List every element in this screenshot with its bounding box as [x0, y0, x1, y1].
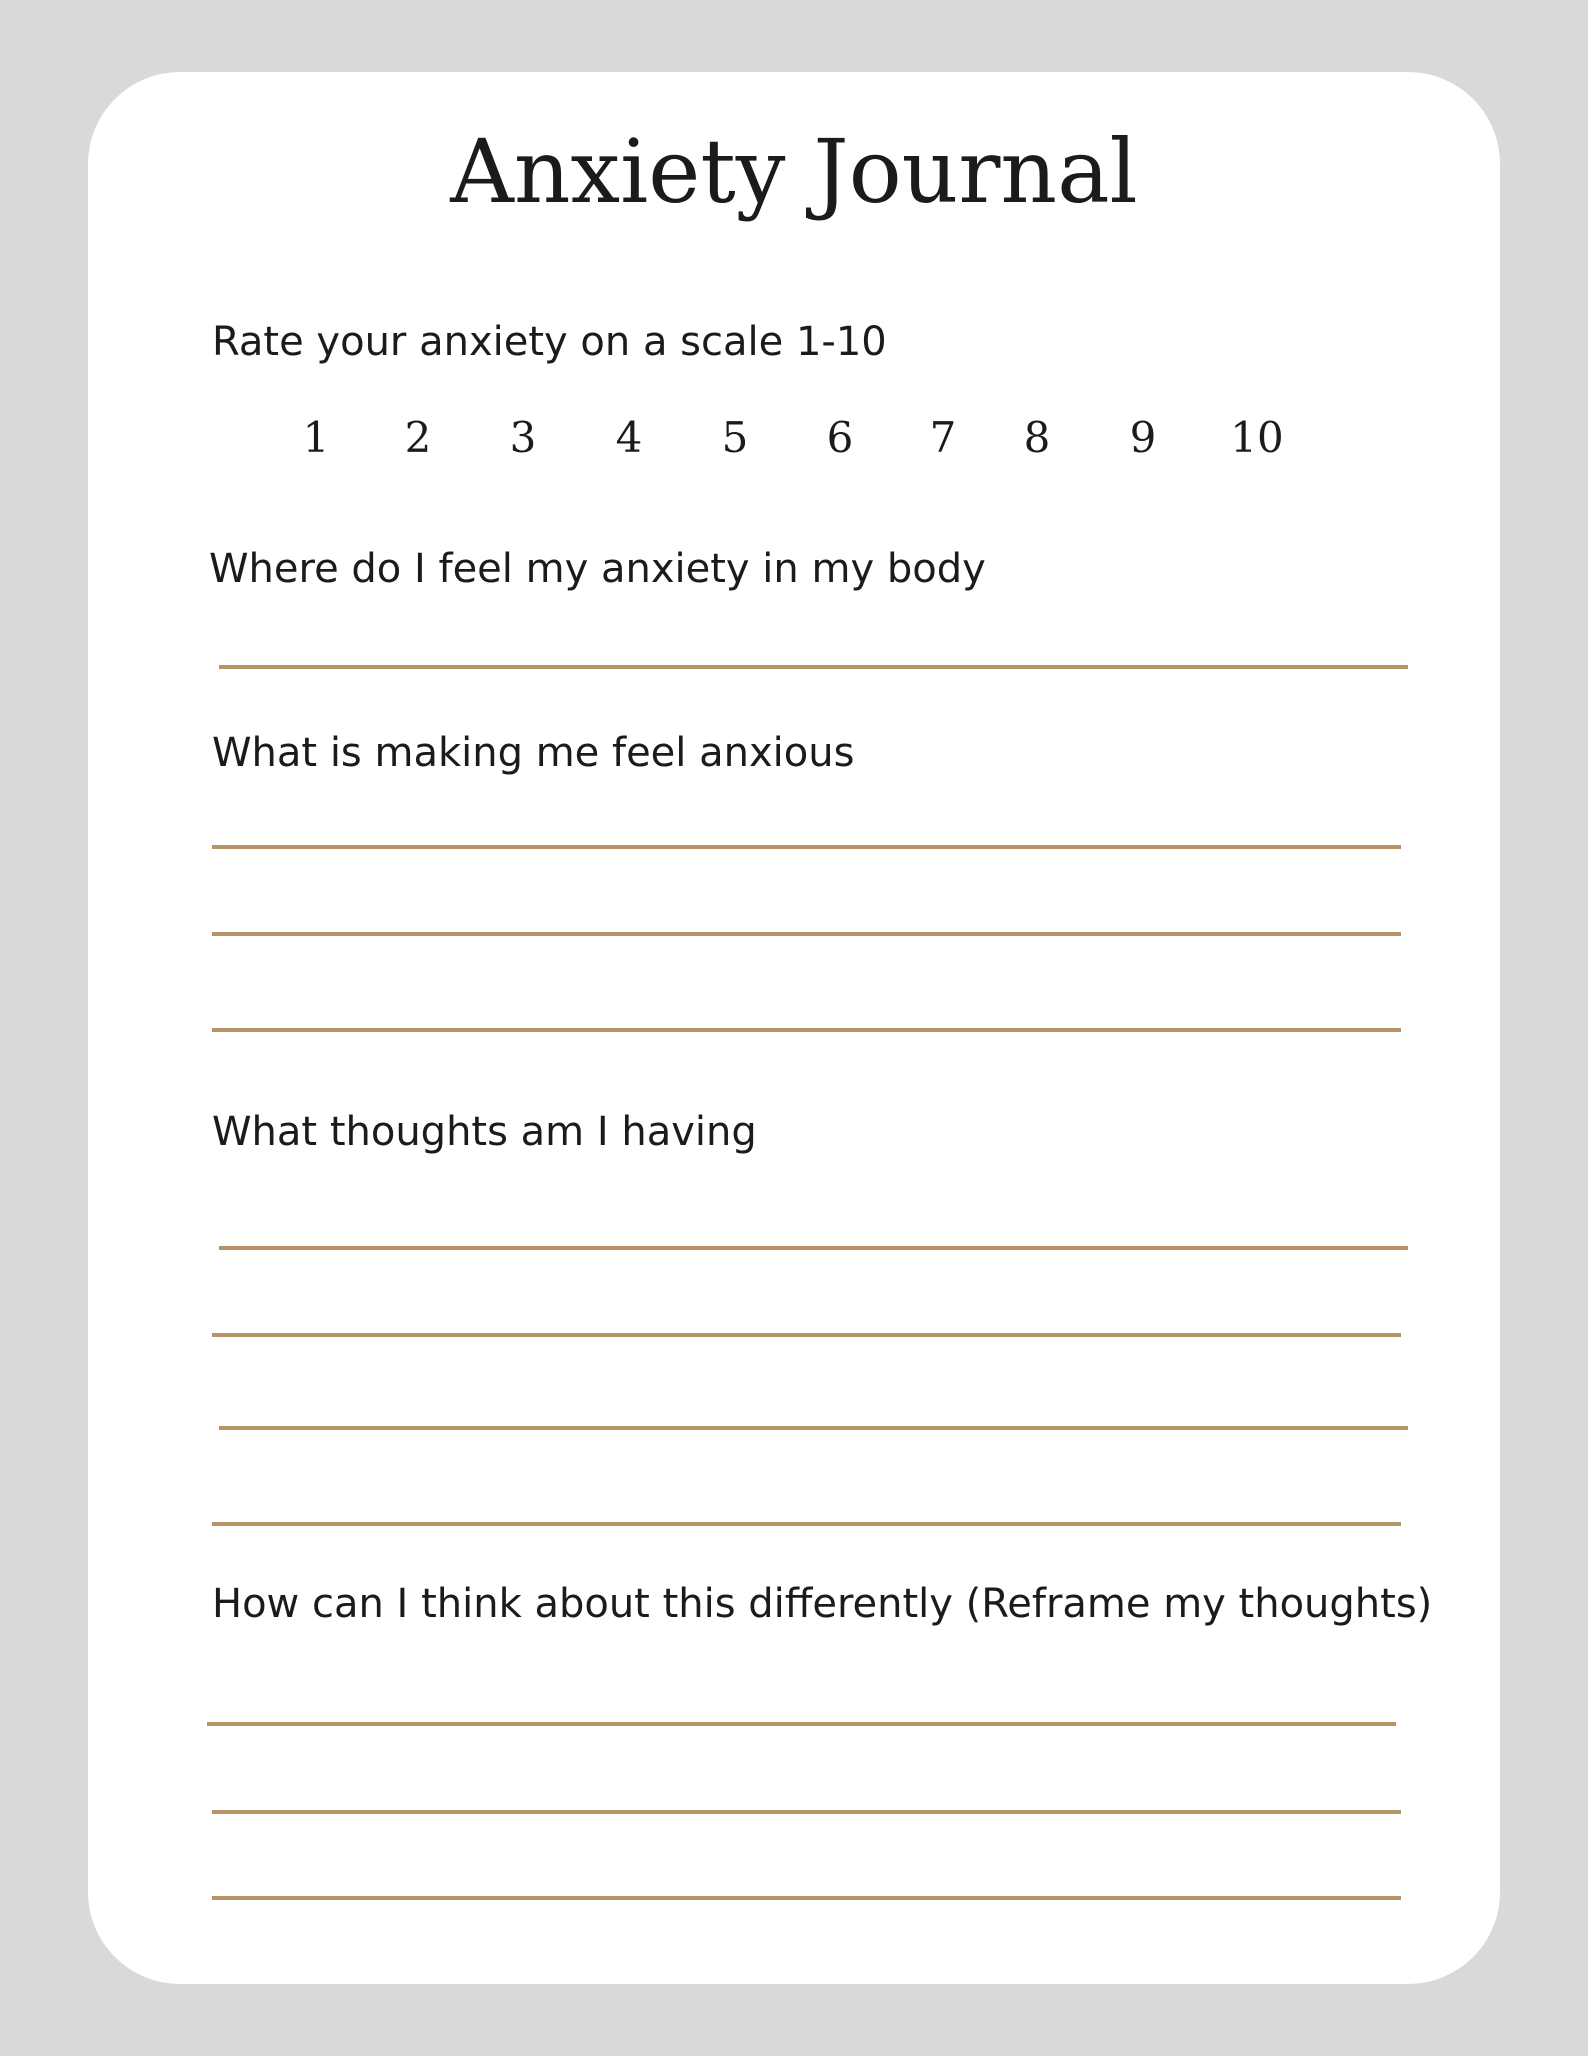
writing-line[interactable]: [212, 1522, 1401, 1526]
writing-line[interactable]: [212, 845, 1401, 849]
rating-option-6[interactable]: 6: [826, 413, 854, 462]
writing-line[interactable]: [212, 1028, 1401, 1032]
rating-option-5[interactable]: 5: [721, 413, 749, 462]
rating-option-1[interactable]: 1: [302, 413, 330, 462]
writing-line[interactable]: [212, 1810, 1401, 1814]
rating-option-2[interactable]: 2: [404, 413, 432, 462]
writing-line[interactable]: [219, 1246, 1408, 1250]
section-prompt-reframe: How can I think about this differently (Reframe my thoughts): [212, 1581, 1433, 1627]
rating-option-7[interactable]: 7: [929, 413, 957, 462]
rating-option-3[interactable]: 3: [509, 413, 537, 462]
writing-line[interactable]: [212, 932, 1401, 936]
rating-option-9[interactable]: 9: [1129, 413, 1157, 462]
writing-line[interactable]: [207, 1722, 1396, 1726]
section-prompt-cause: What is making me feel anxious: [212, 730, 855, 776]
rating-option-4[interactable]: 4: [615, 413, 643, 462]
writing-line[interactable]: [212, 1333, 1401, 1337]
writing-line[interactable]: [219, 665, 1408, 669]
section-prompt-thoughts: What thoughts am I having: [212, 1109, 757, 1155]
rating-option-10[interactable]: 10: [1230, 413, 1284, 462]
page-title: Anxiety Journal: [450, 120, 1138, 223]
rating-option-8[interactable]: 8: [1023, 413, 1051, 462]
rating-prompt: Rate your anxiety on a scale 1-10: [212, 319, 887, 365]
writing-line[interactable]: [212, 1896, 1401, 1900]
writing-line[interactable]: [219, 1426, 1408, 1430]
section-prompt-body: Where do I feel my anxiety in my body: [209, 546, 986, 592]
